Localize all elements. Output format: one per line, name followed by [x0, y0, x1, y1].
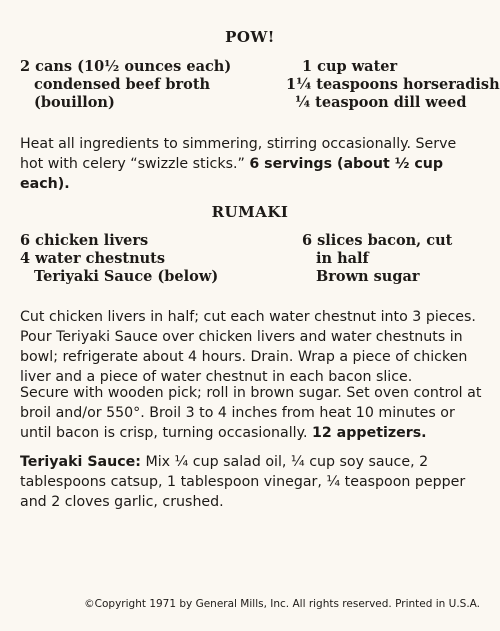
copyright-footer: ©Copyright 1971 by General Mills, Inc. All rights reserved. Printed in U.S.A. — [84, 598, 480, 610]
pow-yield: 6 servings (about ½ cup each). — [20, 156, 444, 192]
ingredient: Brown sugar — [316, 268, 420, 285]
rumaki-ingredients — [20, 232, 480, 288]
pow-ingredients-right — [286, 58, 500, 112]
rumaki-ingredients-left — [20, 232, 218, 286]
teriyaki-sauce-text: Mix ¼ cup salad oil, ¼ cup soy sauce, 2 tablespoons catsup, 1 tablespoon vinegar, ¼ teaspoon pepper and 2 cloves garlic, crushed. — [20, 454, 466, 510]
ingredient: ¼ teaspoon dill weed — [295, 94, 467, 111]
ingredient: 6 chicken livers — [20, 232, 149, 249]
rumaki-title: RUMAKI — [211, 203, 289, 221]
ingredient: 4 water chestnuts — [20, 250, 166, 267]
ingredient: in half — [316, 250, 369, 267]
rumaki-yield: 12 appetizers. — [312, 425, 427, 441]
rumaki-method-2-text: Secure with wooden pick; roll in brown sugar. Set oven control at broil and/or 550°. Broil 3 to 4 inches from heat 10 minutes or until bacon is crisp, turning occasionally. — [20, 385, 482, 441]
ingredient: Teriyaki Sauce (below) — [34, 268, 219, 285]
rumaki-method-2 — [20, 383, 482, 443]
ingredient: 2 cans (10½ ounces each) — [20, 58, 232, 75]
ingredient: 6 slices bacon, cut — [302, 232, 453, 249]
rumaki-ingredients-right — [302, 232, 452, 286]
pow-method — [20, 134, 482, 194]
pow-method-text: Heat all ingredients to simmering, stirring occasionally. Serve hot with celery “swizzle sticks.” — [20, 136, 457, 172]
teriyaki-sauce — [20, 452, 482, 512]
ingredient: 1¼ teaspoons horseradish — [286, 76, 500, 93]
rumaki-method-1: Cut chicken livers in half; cut each water chestnut into 3 pieces. Pour Teriyaki Sauce over chicken livers and water chestnuts in bowl; refrigerate about 4 hours. Drain. Wrap a piece of chicken liver and a piece of water chestnut in each bacon slice. — [20, 309, 476, 385]
pow-title: POW! — [225, 28, 275, 46]
teriyaki-sauce-label: Teriyaki Sauce: — [20, 454, 141, 470]
ingredient: condensed beef broth — [34, 76, 211, 93]
pow-ingredients-left — [20, 58, 231, 112]
ingredient: 1 cup water — [302, 58, 398, 75]
pow-ingredients — [20, 58, 500, 114]
ingredient: (bouillon) — [34, 94, 115, 111]
